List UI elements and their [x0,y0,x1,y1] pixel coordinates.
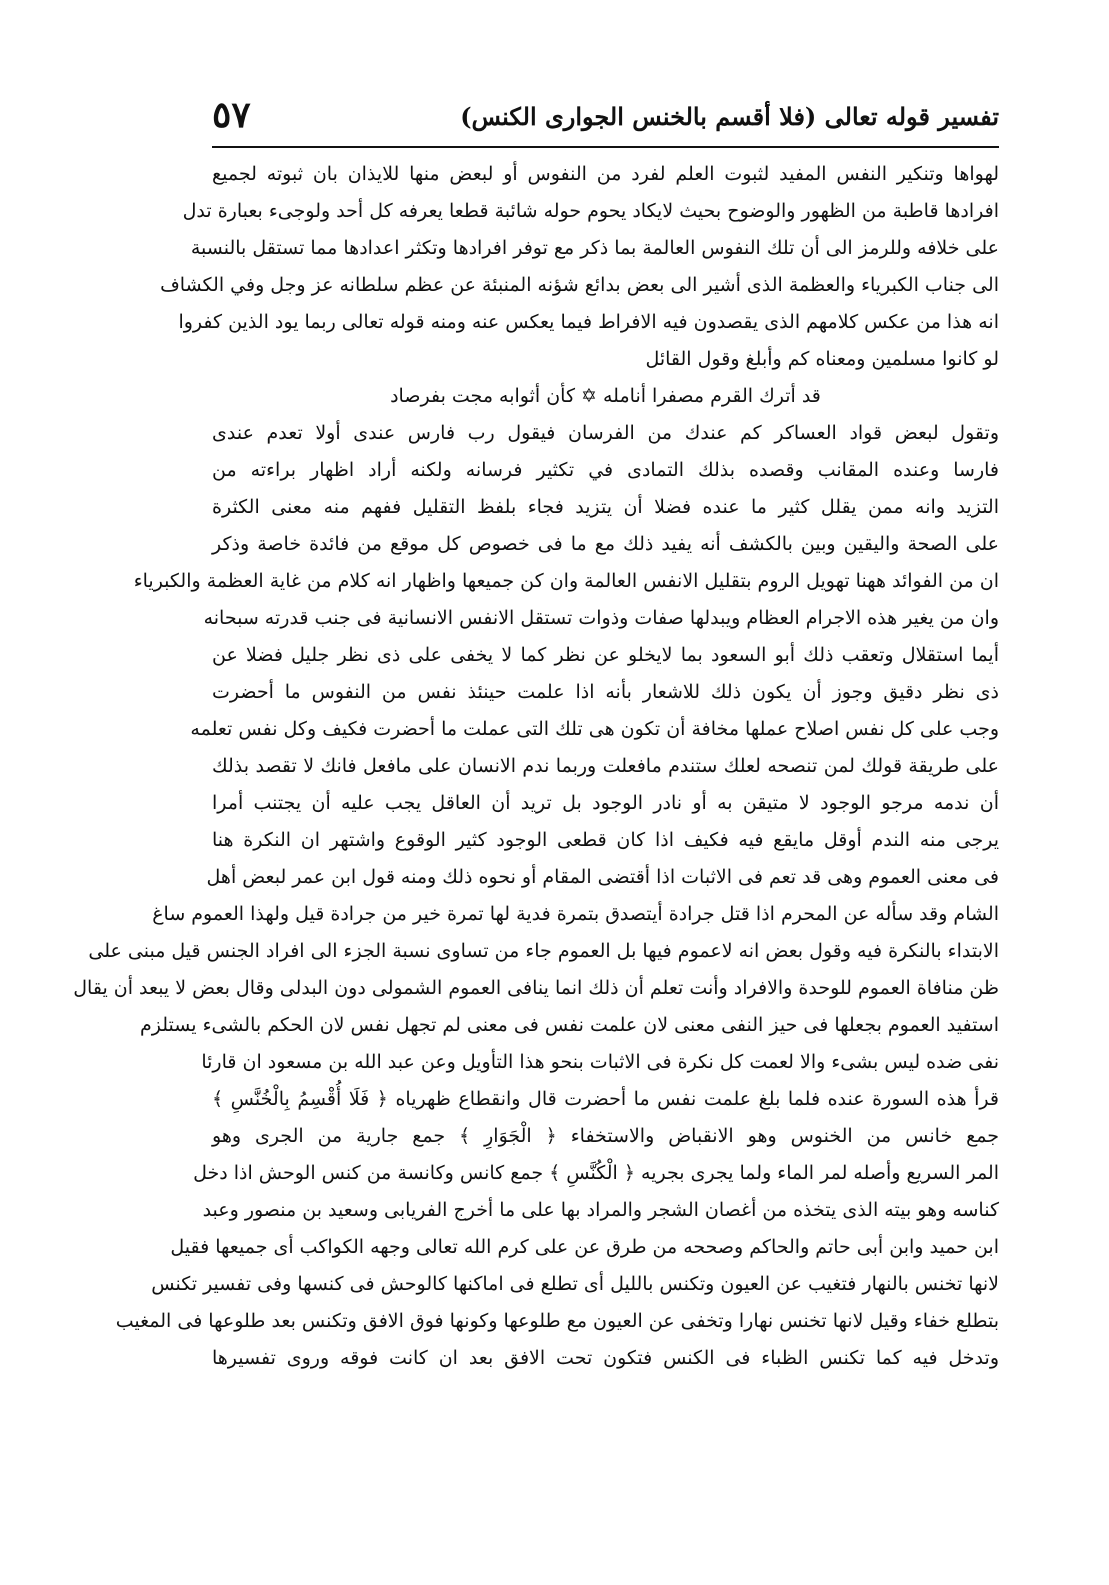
text-line: وتقول لبعض قواد العساكر كم عندك من الفرسان فيقول رب فارس عندى أولا تعدم عندى [212,422,999,444]
header-rule [212,146,999,148]
text-line: أن ندمه مرجو الوجود لا متيقن به أو نادر الوجود بل تريد أن العاقل يجب عليه أن يجتنب أمرا [212,792,999,814]
text-line: وتدخل فيه كما تكنس الظباء فى الكنس فتكون تحت الافق بعد ان كانت فوقه وروى تفسيرها [212,1347,999,1369]
text-line: انه هذا من عكس كلامهم الذى يقصدون فيه الافراط فيما يعكس عنه ومنه قوله تعالى ربما يود الذين كفروا [178,311,999,333]
text-line: على طريقة قولك لمن تنصحه لعلك ستندم مافعلت وربما ندم الانسان على مافعل فانك لا تقصد بذلك [212,755,999,777]
text-line: التزيد وانه ممن يقلل كثير ما عنده فضلا أن يتزيد فجاء بلفظ التقليل ففهم منه معنى الكثرة [212,496,999,518]
text-line: المر السريع وأصله لمر الماء ولما يجرى بجريه ﴿ الْكُنَّسِ ﴾ جمع كانس وكانسة من كنس الوحش اذا دخل [193,1162,999,1184]
text-line: وجب على كل نفس اصلاح عملها مخافة أن تكون هى تلك التى عملت ما أحضرت فكيف وكل نفس تعلمه [190,718,999,740]
text-line: وان من يغير هذه الاجرام العظام ويبدلها صفات وذوات تستقل الانفس الانسانية فى جنب قدرته سبحانه [203,607,999,629]
text-line: على خلافه وللرمز الى أن تلك النفوس العالمة بما ذكر مع توفر افرادها وتكثر اعدادها مما تستقل بالنسبة [190,237,999,259]
text-line: ظن منافاة العموم للوحدة والافراد وأنت تعلم أن ذلك انما ينافى العموم الشمولى دون البدلى وقال بعض لا يبعد أن يقال [73,977,999,999]
text-line: ان من الفوائد ههنا تهويل الروم بتقليل الانفس العالمة وان كن جميعها واظهار انه كلام من غاية العظمة والكبرياء [133,570,999,592]
text-line: فارسا وعنده المقانب وقصده بذلك التمادى في تكثير فرسانه ولكنه أراد اظهار براءته من [212,459,999,481]
text-line: كناسه وهو بيته الذى يتخذه من أغصان الشجر والمراد بها على ما أخرج الفريابى وسعيد بن منصور وعبد [202,1199,999,1221]
text-line: لو كانوا مسلمين ومعناه كم وأبلغ وقول القائل [645,348,999,370]
text-line: لهواها وتنكير النفس المفيد لثبوت العلم لفرد من النفوس أو لبعض منها للايذان بان ثبوته لجميع [212,163,999,185]
text-line: قرأ هذه السورة عنده فلما بلغ علمت نفس ما أحضرت قال وانقطاع ظهرياه ﴿ فَلَا أُقْسِمُ بِالْخُنَّسِ ﴾ [212,1088,999,1110]
text-line: فى معنى العموم وهى قد تعم فى الاثبات اذا أقتضى المقام أو نحوه ذلك ومنه قول ابن عمر لبعض أهل [206,866,999,888]
text-line: ذى نظر دقيق وجوز أن يكون ذلك للاشعار بأنه اذا علمت حينئذ نفس من النفوس ما أحضرت [212,681,999,703]
body-text [73,156,999,1377]
text-line: أيما استقلال وتعقب ذلك أبو السعود بما لايخلو عن نظر كما لا يخفى على ذى نظر جليل فضلا عن [212,644,999,666]
text-line: جمع خانس من الخنوس وهو الانقباض والاستخفاء ﴿ الْجَوَارِ ﴾ جمع جارية من الجرى وهو [212,1125,999,1147]
poetry-verse: قد أترك القرم مصفرا أنامله ✡ كأن أثوابه مجت بفرصاد [390,385,821,407]
text-line: بتطلع خفاء وقيل لانها تخنس نهارا وتخفى عن العيون مع طلوعها وكونها فوق الافق وتكنس بعد طلوعها فى المغيب [115,1310,999,1332]
text-line: الابتداء بالنكرة فيه وقول بعض انه لاعموم فيها بل العموم جاء من تساوى نسبة الجزء الى افراد الجنس قيل مبنى على [88,940,999,962]
text-line: الى جناب الكبرياء والعظمة الذى أشير الى بعض بدائع شؤنه المنبئة عن عظم سلطانه عز وجل وفي الكشاف [160,274,999,296]
page-number: ٥٧ [212,94,251,136]
running-title: تفسير قوله تعالى (فلا أقسم بالخنس الجوارى الكنس) [460,102,999,131]
text-line: ابن حميد وابن أبى حاتم والحاكم وصححه من طرق عن على كرم الله تعالى وجهه الكواكب أى جميعها فقيل [170,1236,999,1258]
text-line: افرادها قاطبة من الظهور والوضوح بحيث لايكاد يحوم حوله شائبة قطعا يعرفه كل أحد ولوجىء بعبارة تدل [182,200,999,222]
text-line: يرجى منه الندم أوقل مايقع فيه فكيف اذا كان قطعى الوجود كثير الوقوع واشتهر ان النكرة هنا [212,829,999,851]
text-line: لانها تخنس بالنهار فتغيب عن العيون وتكنس بالليل أى تطلع فى اماكنها كالوحش فى كنسها وفى تفسير تكنس [151,1273,999,1295]
text-line: الشام وقد سأله عن المحرم اذا قتل جرادة أيتصدق بتمرة فدية لها تمرة خير من جرادة قيل ولهذا العموم ساغ [152,903,999,925]
text-line: استفيد العموم بجعلها فى حيز النفى معنى لان علمت نفس فى معنى لم تجهل نفس لان الحكم بالشىء يستلزم [140,1014,999,1036]
text-line: على الصحة واليقين وبين بالكشف أنه يفيد ذلك مع ما فى خصوص كل موقع من فائدة خاصة وذكر [212,533,999,555]
text-line: نفى ضده ليس بشىء والا لعمت كل نكرة فى الاثبات بنحو هذا التأويل وعن عبد الله بن مسعود ان قارئا [201,1051,999,1073]
page-header [212,92,999,148]
